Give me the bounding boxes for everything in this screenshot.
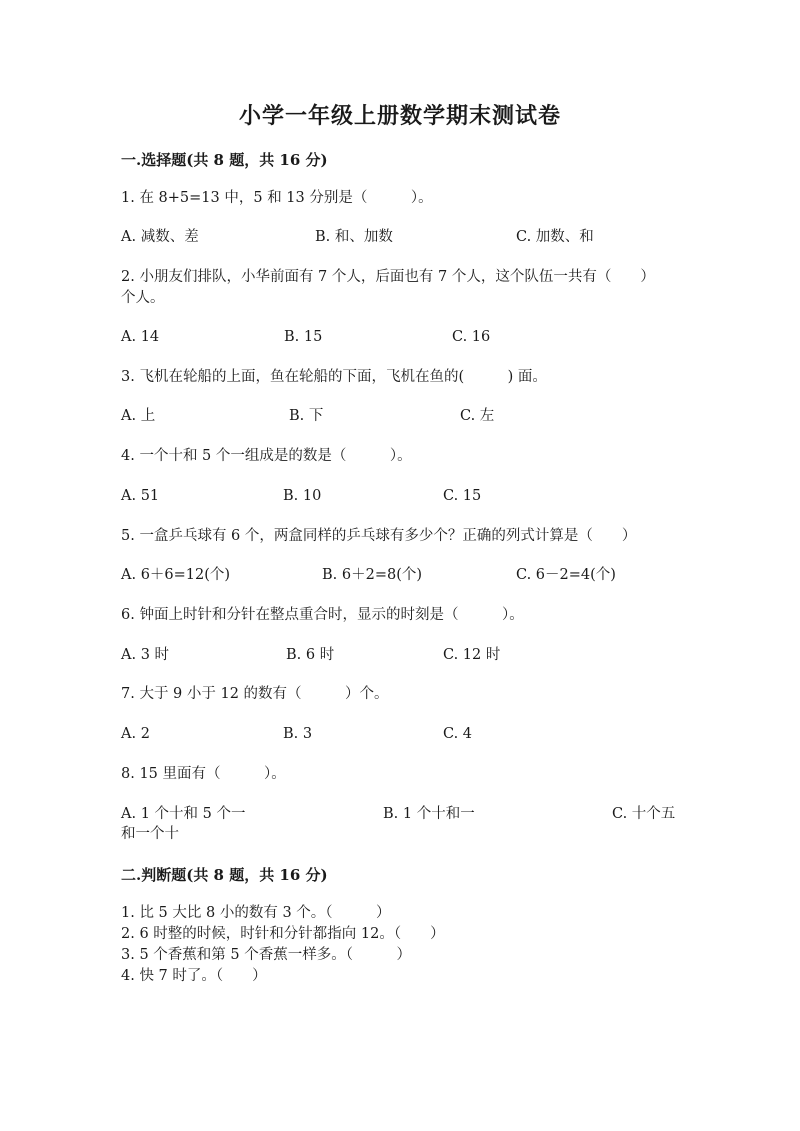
q2-option-a: A. 14: [121, 329, 160, 345]
judge-item-1: 1. 比 5 大比 8 小的数有 3 个。（ ）: [121, 905, 391, 921]
question-6: 6. 钟面上时针和分针在整点重合时，显示的时刻是（ ）。: [121, 607, 524, 623]
judge-item-3: 3. 5 个香蕉和第 5 个香蕉一样多。（ ）: [121, 947, 411, 963]
q5-option-a: A. 6＋6=12(个): [121, 567, 231, 583]
judge-item-4: 4. 快 7 时了。（ ）: [121, 968, 267, 984]
q2-option-b: B. 15: [284, 329, 323, 345]
q6-option-c: C. 12 时: [443, 647, 501, 663]
question-3: 3. 飞机在轮船的上面，鱼在轮船的下面，飞机在鱼的( ) 面。: [121, 369, 547, 385]
q3-option-a: A. 上: [121, 408, 156, 424]
q1-option-c: C. 加数、和: [516, 229, 594, 245]
q8-option-b: B. 1 个十和一: [383, 806, 475, 822]
q6-option-a: A. 3 时: [121, 647, 170, 663]
question-1: 1. 在 8+5=13 中，5 和 13 分别是（ ）。: [121, 190, 433, 206]
q1-option-a: A. 减数、差: [121, 229, 199, 245]
q5-option-b: B. 6＋2=8(个): [322, 567, 423, 583]
question-4: 4. 一个十和 5 个一组成是的数是（ ）。: [121, 448, 412, 464]
q5-option-c: C. 6－2=4(个): [516, 567, 616, 583]
q7-option-b: B. 3: [283, 726, 313, 742]
question-5: 5. 一盒乒乓球有 6 个，两盒同样的乒乓球有多少个？正确的列式计算是（ ）: [121, 528, 637, 544]
q8-option-a: A. 1 个十和 5 个一: [121, 806, 246, 822]
question-2: 2. 小朋友们排队，小华前面有 7 个人，后面也有 7 个人，这个队伍一共有（ ）个人。: [121, 269, 655, 306]
question-8: 8. 15 里面有（ ）。: [121, 766, 286, 782]
section-heading-judge: 二.判断题(共 8 题，共 16 分): [121, 866, 328, 884]
q2-option-c: C. 16: [452, 329, 491, 345]
question-7: 7. 大于 9 小于 12 的数有（ ）个。: [121, 686, 389, 702]
q3-option-c: C. 左: [460, 408, 495, 424]
q7-option-c: C. 4: [443, 726, 473, 742]
q4-option-c: C. 15: [443, 488, 482, 504]
page-title: 小学一年级上册数学期末测试卷: [238, 103, 561, 129]
q7-option-a: A. 2: [121, 726, 150, 742]
q3-option-b: B. 下: [289, 408, 324, 424]
q4-option-b: B. 10: [283, 488, 322, 504]
q6-option-b: B. 6 时: [286, 647, 335, 663]
q4-option-a: A. 51: [121, 488, 160, 504]
q8-option-c: C. 十个五: [612, 806, 676, 822]
q8-option-continuation: 和一个十: [121, 826, 179, 842]
judge-item-2: 2. 6 时整的时候，时针和分针都指向 12。（ ）: [121, 926, 445, 942]
section-heading-choice: 一.选择题(共 8 题，共 16 分): [121, 151, 328, 169]
q1-option-b: B. 和、加数: [315, 229, 393, 245]
